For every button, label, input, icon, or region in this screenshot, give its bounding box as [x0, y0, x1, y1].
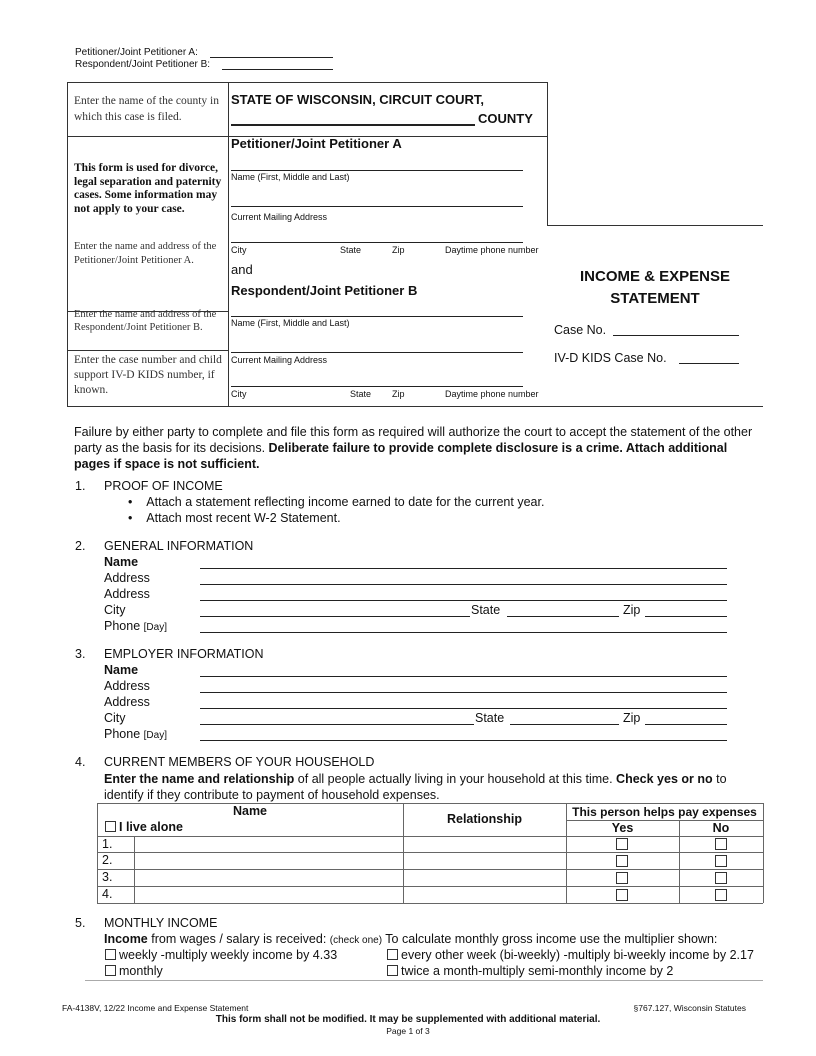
row-number: 3.: [102, 870, 113, 884]
court-heading: STATE OF WISCONSIN, CIRCUIT COURT,: [231, 92, 485, 107]
intro-bold: Deliberate failure to provide complete disclosure is a crime. Attach additional pages if space is not sufficient.: [74, 441, 728, 471]
divider: [67, 350, 228, 351]
gen-name-field[interactable]: [200, 568, 727, 569]
address-label: Current Mailing Address: [231, 355, 328, 365]
divider: [547, 225, 763, 226]
county-label: COUNTY: [478, 111, 533, 126]
instr-text: from wages / salary is received:: [147, 932, 330, 946]
name-label: Name: [104, 663, 139, 677]
section-title: MONTHLY INCOME: [104, 916, 218, 930]
col-no-header: No: [712, 821, 730, 835]
row-number: 4.: [102, 887, 113, 901]
yes-checkbox[interactable]: [616, 872, 628, 884]
state-label: State: [471, 603, 501, 617]
emp-phone-field[interactable]: [200, 740, 727, 741]
respondent-b-hint: Enter the name and address of the Respondent/Joint Petitioner B.: [74, 309, 217, 333]
day-text: [Day]: [143, 730, 167, 741]
option-label: weekly -multiply weekly income by 4.33: [119, 948, 338, 962]
option-label: every other week (bi-weekly) -multiply bi-weekly income by 2.17: [401, 948, 754, 962]
option-label: monthly: [119, 964, 163, 978]
checkbox[interactable]: [387, 949, 398, 960]
and-label: and: [231, 262, 253, 277]
city-label: City: [104, 711, 126, 725]
option-label: twice a month-multiply semi-monthly income by 2: [401, 964, 674, 978]
col-name-header: Name: [232, 804, 268, 818]
section-number: 2.: [75, 539, 86, 553]
income-instructions: [104, 932, 717, 946]
no-checkbox[interactable]: [715, 838, 727, 850]
phone-label: Daytime phone number: [445, 245, 539, 255]
phone-label: [104, 619, 167, 633]
biweekly-option[interactable]: [387, 948, 754, 962]
state-label: State: [340, 245, 362, 255]
gen-address2-field[interactable]: [200, 600, 727, 601]
checkbox[interactable]: [387, 965, 398, 976]
check-one: (check one): [329, 935, 383, 946]
bullet-text: Attach most recent W-2 Statement.: [146, 511, 341, 525]
city-label: City: [231, 389, 247, 399]
live-alone-label: I live alone: [119, 820, 183, 834]
emp-zip-field[interactable]: [645, 724, 727, 725]
section-number: 3.: [75, 647, 86, 661]
gen-address1-field[interactable]: [200, 584, 727, 585]
phone-text: Phone: [104, 619, 141, 633]
case-no-field[interactable]: [613, 335, 739, 336]
address-label: Address: [104, 571, 150, 585]
form-use-note: This form is used for divorce, legal separation and paternity cases. Some information may not apply to your case.: [74, 162, 222, 215]
divider: [67, 82, 547, 83]
name-label: Name (First, Middle and Last): [231, 172, 350, 182]
section-number: 5.: [75, 916, 86, 930]
checkbox[interactable]: [105, 965, 116, 976]
petitioner-a-city-field[interactable]: [231, 242, 523, 243]
emp-address2-field[interactable]: [200, 708, 727, 709]
emp-city-field[interactable]: [200, 724, 474, 725]
county-field[interactable]: [231, 124, 475, 126]
checkbox[interactable]: [105, 949, 116, 960]
section-title: EMPLOYER INFORMATION: [104, 647, 264, 661]
emp-address1-field[interactable]: [200, 692, 727, 693]
instr-text: To calculate monthly gross income use the multiplier shown:: [382, 932, 718, 946]
address-label: Address: [104, 679, 150, 693]
no-checkbox[interactable]: [715, 855, 727, 867]
form-title-line2: STATEMENT: [610, 290, 700, 307]
kids-case-no-label: IV-D KIDS Case No.: [554, 351, 667, 365]
gen-zip-field[interactable]: [645, 616, 727, 617]
instr-bold: Income: [104, 932, 148, 946]
city-label: City: [231, 245, 247, 255]
checkbox[interactable]: [105, 821, 116, 832]
yes-checkbox[interactable]: [616, 855, 628, 867]
yes-checkbox[interactable]: [616, 889, 628, 901]
gen-city-field[interactable]: [200, 616, 470, 617]
no-checkbox[interactable]: [715, 889, 727, 901]
respondent-b-label: Respondent/Joint Petitioner B:: [75, 59, 211, 70]
petitioner-a-title: Petitioner/Joint Petitioner A: [231, 136, 402, 151]
case-number-hint: Enter the case number and child support IV-D KIDS number, if known.: [74, 354, 222, 396]
city-label: City: [104, 603, 126, 617]
emp-state-field[interactable]: [510, 724, 619, 725]
instr-bold: Enter the name and relationship: [104, 772, 295, 786]
divider: [228, 82, 229, 406]
divider: [547, 82, 548, 225]
petitioner-a-label: Petitioner/Joint Petitioner A:: [75, 47, 198, 58]
section-number: 1.: [75, 479, 86, 493]
phone-label: [104, 727, 167, 741]
bullet-text: Attach a statement reflecting income earned to date for the current year.: [146, 495, 545, 509]
state-label: State: [475, 711, 505, 725]
section-title: GENERAL INFORMATION: [104, 539, 254, 553]
respondent-b-address-field[interactable]: [231, 352, 523, 353]
phone-label: Daytime phone number: [445, 389, 539, 399]
instr-text: of all people actually living in your household at this time.: [294, 772, 617, 786]
gen-state-field[interactable]: [507, 616, 619, 617]
footer-notice: This form shall not be modified. It may be supplemented with additional material.: [215, 1014, 601, 1025]
intro-text: [74, 424, 754, 472]
respondent-b-field[interactable]: [222, 69, 333, 70]
bullet-1: • Attach a statement reflecting income earned to date for the current year.: [128, 495, 545, 509]
section-title: CURRENT MEMBERS OF YOUR HOUSEHOLD: [104, 755, 375, 769]
page-number: Page 1 of 3: [386, 1026, 430, 1036]
form-title-line1: INCOME & EXPENSE: [579, 268, 731, 285]
petitioner-a-address-field[interactable]: [231, 206, 523, 207]
petitioner-a-hint: Enter the name and address of the Petitioner/Joint Petitioner A.: [74, 241, 217, 266]
yes-checkbox[interactable]: [616, 838, 628, 850]
monthly-option[interactable]: [105, 964, 163, 978]
section-number: 4.: [75, 755, 86, 769]
col-helps-header: This person helps pay expenses: [572, 805, 757, 819]
address-label: Address: [104, 695, 150, 709]
day-text: [Day]: [143, 622, 167, 633]
form-id: FA-4138V, 12/22 Income and Expense Statement: [62, 1003, 249, 1013]
col-yes-header: Yes: [611, 821, 634, 835]
bullet-2: • Attach most recent W-2 Statement.: [128, 511, 341, 525]
row-number: 2.: [102, 853, 113, 867]
col-relationship-header: Relationship: [446, 812, 522, 826]
zip-label: Zip: [392, 245, 405, 255]
state-label: State: [350, 389, 372, 399]
phone-text: Phone: [104, 727, 141, 741]
gen-phone-field[interactable]: [200, 632, 727, 633]
petitioner-a-name-field[interactable]: [231, 170, 523, 171]
divider: [67, 82, 68, 406]
kids-case-no-field[interactable]: [679, 363, 739, 364]
name-label: Name (First, Middle and Last): [231, 318, 350, 328]
household-instructions: [104, 771, 754, 803]
weekly-option[interactable]: [105, 948, 337, 962]
statute-ref: §767.127, Wisconsin Statutes: [633, 1003, 746, 1013]
county-hint: Enter the name of the county in which this case is filed.: [74, 95, 219, 123]
divider: [67, 406, 763, 407]
intro-normal: Failure by either party to complete and file this form as required will authorize the court to accept the statement of the other party as the basis for its decisions.: [74, 425, 753, 455]
address-label: Current Mailing Address: [231, 212, 328, 222]
respondent-b-city-field[interactable]: [231, 386, 523, 387]
name-label: Name: [104, 555, 139, 569]
case-no-label: Case No.: [554, 323, 607, 337]
live-alone-checkbox[interactable]: [105, 820, 183, 834]
respondent-b-name-field[interactable]: [231, 316, 523, 317]
emp-name-field[interactable]: [200, 676, 727, 677]
petitioner-a-field[interactable]: [210, 57, 333, 58]
zip-label: Zip: [623, 603, 641, 617]
no-checkbox[interactable]: [715, 872, 727, 884]
section-title: PROOF OF INCOME: [104, 479, 223, 493]
row-number: 1.: [102, 837, 113, 851]
form-title: [555, 266, 755, 310]
respondent-b-title: Respondent/Joint Petitioner B: [231, 283, 418, 298]
instr-text: to identify if they contribute to payment of household expenses.: [104, 772, 727, 802]
zip-label: Zip: [623, 711, 641, 725]
divider: [85, 980, 763, 981]
semimonthly-option[interactable]: [387, 964, 673, 978]
address-label: Address: [104, 587, 150, 601]
zip-label: Zip: [392, 389, 405, 399]
instr-bold: Check yes or no: [616, 772, 713, 786]
